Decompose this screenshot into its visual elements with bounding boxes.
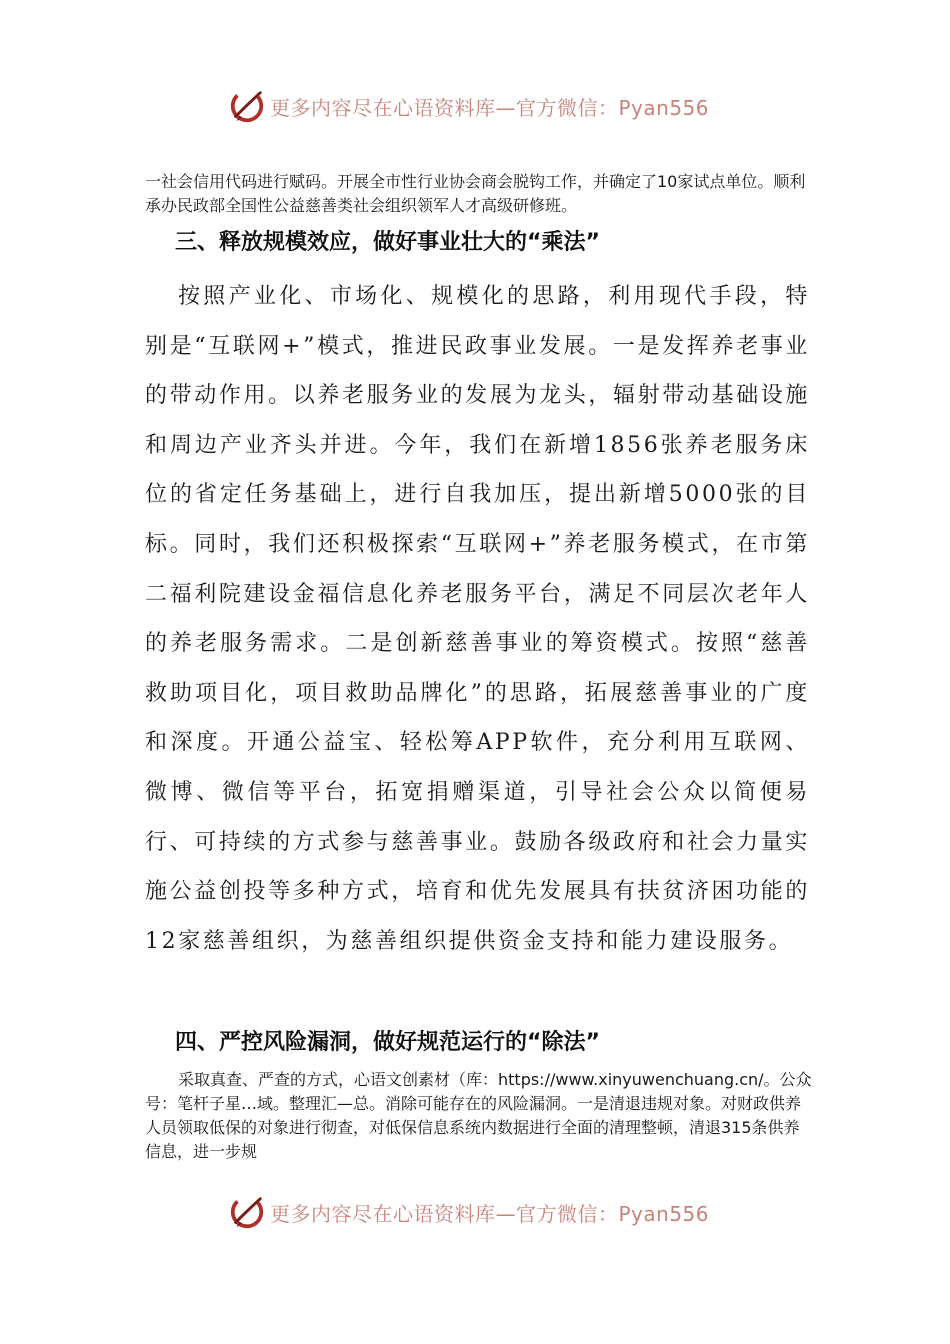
section-heading-3: 三、释放规模效应，做好事业壮大的“乘法”: [175, 230, 600, 255]
banner-text: 更多内容尽在心语资料库—官方微信：Pyan556: [270, 1201, 710, 1226]
paragraph-section-4: 采取真查、严查的方式，心语文创素材（库：https://www.xinyuwenchuang.cn/。公众号：笔杆子星…域。整理汇—总。消除可能存在的风险漏洞。一是清退违规对象。对财政供养人员领取低保的对象进行彻查，对低保信息系统内数据进行全面的清理整顿，清退315条供养信息，进一步规: [145, 1070, 812, 1161]
section-heading-4: 四、严控风险漏洞，做好规范运行的“除法”: [175, 1030, 600, 1055]
header-banner: [228, 86, 709, 126]
intro-paragraph: 一社会信用代码进行赋码。开展全市性行业协会商会脱钩工作，并确定了10家试点单位。顺利承办民政部全国性公益慈善类社会组织领军人才高级研修班。: [145, 172, 806, 215]
brush-logo-icon: [228, 1193, 266, 1231]
paragraph-section-3: 按照产业化、市场化、规模化的思路，利用现代手段，特别是“互联网+”模式，推进民政事业发展。一是发挥养老事业的带动作用。以养老服务业的发展为龙头，辐射带动基础设施和周边产业齐头并进。今年，我们在新增1856张养老服务床位的省定任务基础上，进行自我加压，提出新增5000张的目标。同时，我们还积极探索“互联网+”养老服务模式，在市第二福利院建设金福信息化养老服务平台，满足不同层次老年人的养老服务需求。二是创新慈善事业的筹资模式。按照“慈善救助项目化，项目救助品牌化”的思路，拓展慈善事业的广度和深度。开通公益宝、轻松筹APP软件，充分利用互联网、微博、微信等平台，拓宽捐赠渠道，引导社会公众以简便易行、可持续的方式参与慈善事业。鼓励各级政府和社会力量实施公益创投等多种方式，培育和优先发展具有扶贫济困功能的12家慈善组织，为慈善组织提供资金支持和能力建设服务。: [145, 284, 810, 954]
banner-text: 更多内容尽在心语资料库—官方微信：Pyan556: [270, 95, 710, 120]
brush-logo-icon: [228, 87, 266, 125]
footer-banner: [228, 1192, 709, 1232]
